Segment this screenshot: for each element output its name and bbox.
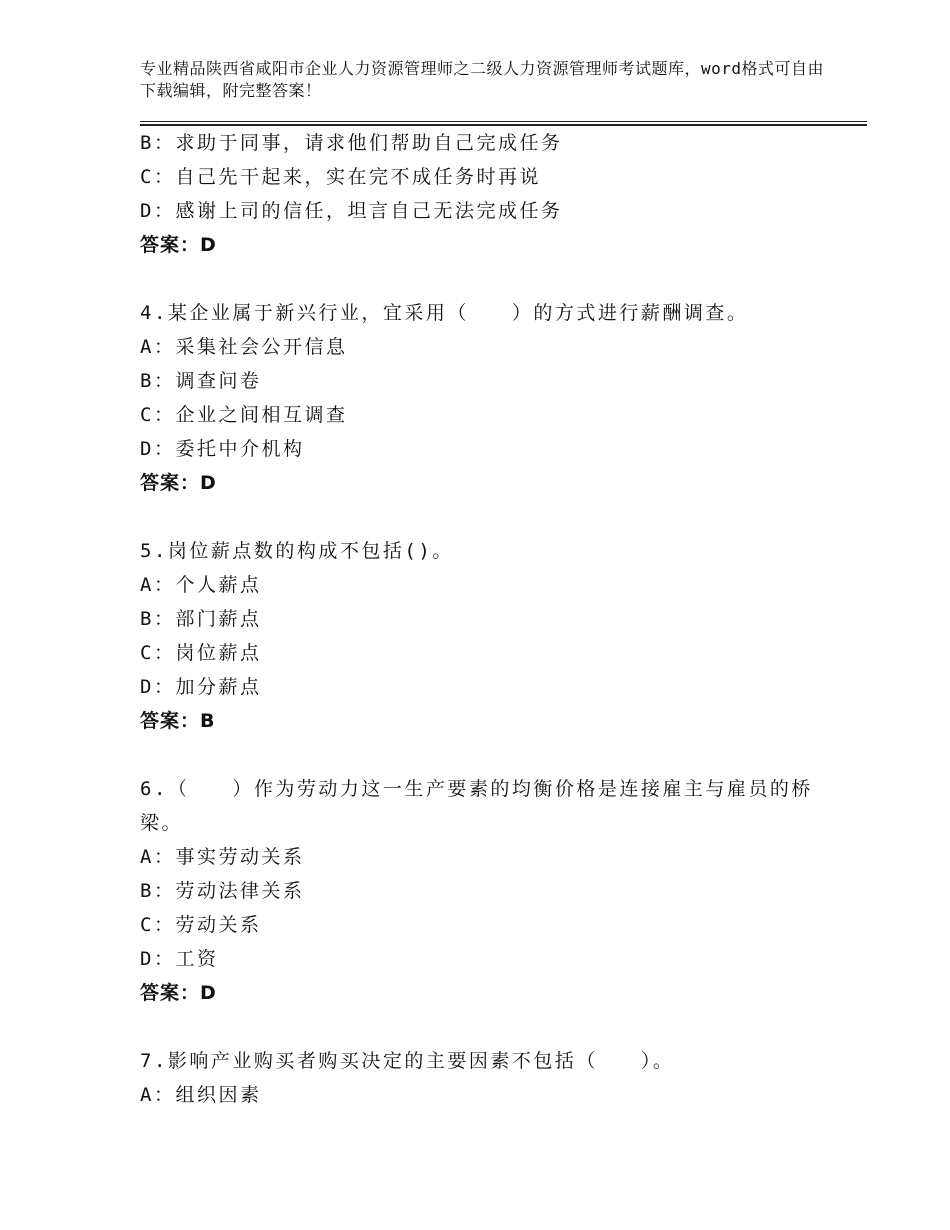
question-3-continued [140, 126, 830, 262]
question-text: 6.（ ）作为劳动力这一生产要素的均衡价格是连接雇主与雇员的桥梁。 [140, 778, 813, 834]
answer-label: 答案：B [140, 710, 216, 732]
question-text: 7.影响产业购买者购买决定的主要因素不包括（ ）。 [140, 1050, 675, 1072]
question-4 [140, 296, 830, 500]
answer-label: 答案：D [140, 234, 217, 256]
option-c: C：岗位薪点 [140, 642, 262, 664]
option-d: D：委托中介机构 [140, 438, 305, 460]
option-b: B：劳动法律关系 [140, 880, 305, 902]
question-6 [140, 772, 830, 1010]
option-a: A：事实劳动关系 [140, 846, 305, 868]
option-d: D：加分薪点 [140, 676, 262, 698]
answer-label: 答案：D [140, 982, 217, 1004]
document-header: 专业精品陕西省咸阳市企业人力资源管理师之二级人力资源管理师考试题库，word格式可自由下载编辑，附完整答案！ [140, 59, 825, 100]
question-7 [140, 1044, 830, 1112]
option-a: A：采集社会公开信息 [140, 336, 348, 358]
spacer [140, 500, 830, 534]
option-b: B：求助于同事，请求他们帮助自己完成任务 [140, 132, 563, 154]
answer-label: 答案：D [140, 472, 217, 494]
question-5 [140, 534, 830, 738]
option-a: A：组织因素 [140, 1084, 262, 1106]
option-b: B：调查问卷 [140, 370, 262, 392]
question-text: 4.某企业属于新兴行业，宜采用（ ）的方式进行薪酬调查。 [140, 302, 749, 324]
option-d: D：感谢上司的信任，坦言自己无法完成任务 [140, 200, 563, 222]
spacer [140, 738, 830, 772]
option-c: C：自己先干起来，实在完不成任务时再说 [140, 166, 541, 188]
option-b: B：部门薪点 [140, 608, 262, 630]
spacer [140, 262, 830, 296]
option-d: D：工资 [140, 948, 219, 970]
option-c: C：劳动关系 [140, 914, 262, 936]
question-text: 5.岗位薪点数的构成不包括()。 [140, 540, 454, 562]
header-rule-thin [140, 121, 867, 122]
document-body [140, 126, 830, 1112]
option-a: A：个人薪点 [140, 574, 262, 596]
spacer [140, 1010, 830, 1044]
option-c: C：企业之间相互调查 [140, 404, 348, 426]
